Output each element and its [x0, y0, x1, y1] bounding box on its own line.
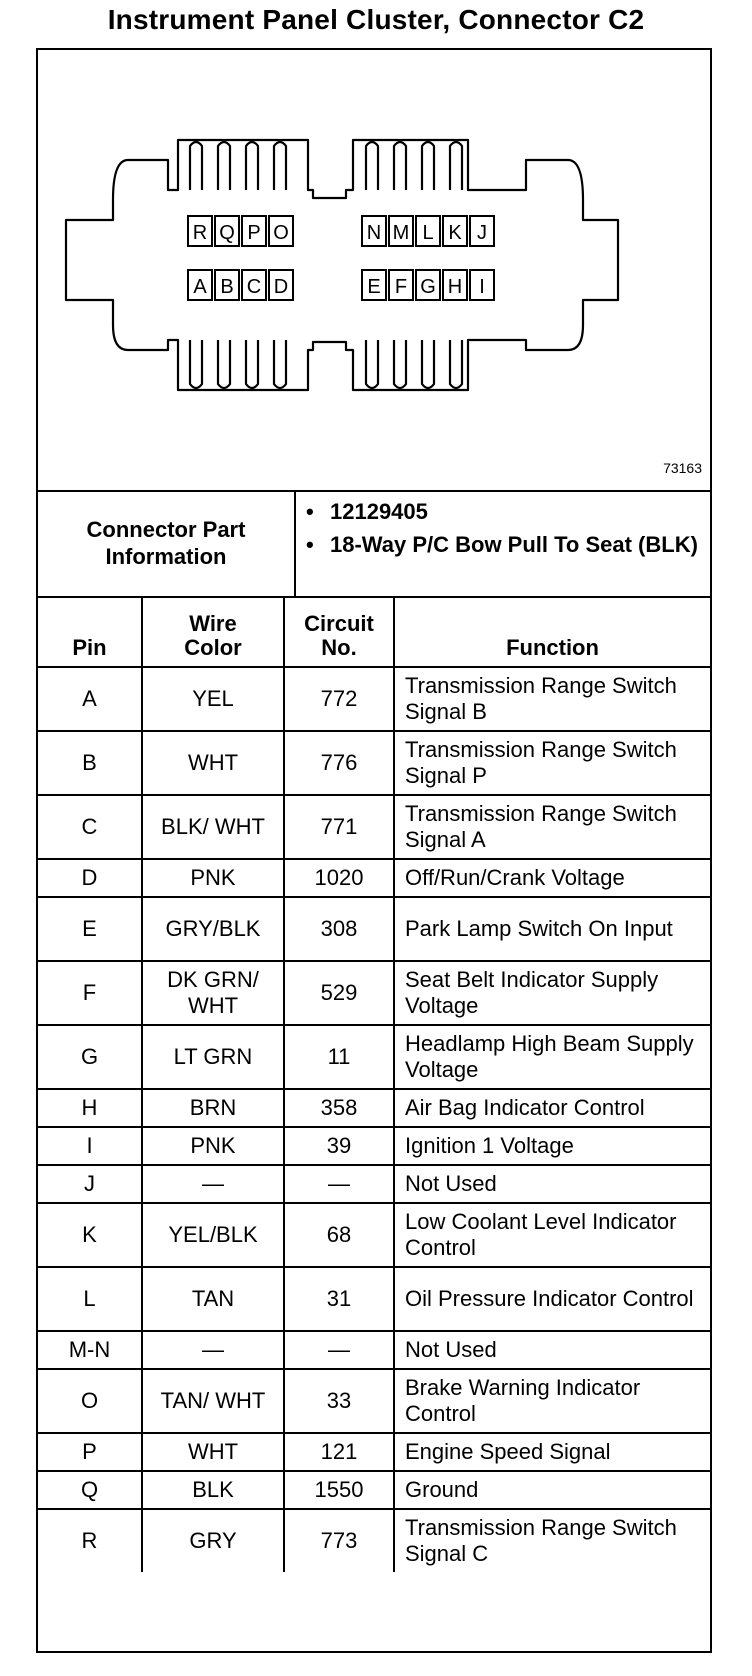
cell-circuit: 772	[284, 667, 394, 731]
cell-function: Transmission Range Switch Signal A	[394, 795, 710, 859]
cell-wire-color: TAN/ WHT	[142, 1369, 284, 1433]
table-row	[38, 1127, 710, 1165]
cell-wire-color: DK GRN/ WHT	[142, 961, 284, 1025]
cell-wire-color: PNK	[142, 859, 284, 897]
cell-pin: M-N	[38, 1331, 142, 1369]
contact-fin	[246, 340, 258, 388]
cell-pin: F	[38, 961, 142, 1025]
pin-label: I	[479, 276, 485, 298]
cell-function: Off/Run/Crank Voltage	[394, 859, 710, 897]
connector-info-item	[306, 498, 706, 525]
cell-wire-color: BLK	[142, 1471, 284, 1509]
contact-fin	[450, 340, 462, 388]
table-row	[38, 1471, 710, 1509]
pin-label: F	[394, 276, 408, 298]
cell-circuit: 68	[284, 1203, 394, 1267]
connector-info-label	[38, 490, 296, 596]
connector-info-list	[306, 498, 706, 564]
connector-diagram	[38, 50, 710, 492]
pin-label: A	[193, 276, 207, 298]
cell-pin: H	[38, 1089, 142, 1127]
pin-label: P	[247, 222, 261, 244]
pin-label: D	[273, 276, 289, 298]
cell-wire-color: GRY	[142, 1509, 284, 1572]
pin-label: B	[220, 276, 234, 298]
contact-fin	[190, 142, 202, 190]
contact-fin	[218, 142, 230, 190]
cell-wire-color: YEL	[142, 667, 284, 731]
table-row	[38, 1089, 710, 1127]
cell-circuit: 11	[284, 1025, 394, 1089]
cell-wire-color: WHT	[142, 731, 284, 795]
cell-function: Seat Belt Indicator Supply Voltage	[394, 961, 710, 1025]
cell-pin: C	[38, 795, 142, 859]
page-title: Instrument Panel Cluster, Connector C2	[107, 4, 645, 35]
cell-function: Transmission Range Switch Signal P	[394, 731, 710, 795]
table-row	[38, 1509, 710, 1572]
table-row	[38, 1025, 710, 1089]
contact-fin	[366, 142, 378, 190]
cell-function: Not Used	[394, 1165, 710, 1203]
cell-circuit: 308	[284, 897, 394, 961]
cell-function: Ignition 1 Voltage	[394, 1127, 710, 1165]
contact-fin	[394, 142, 406, 190]
pin-label: G	[420, 276, 436, 298]
table-row	[38, 859, 710, 897]
connector-description: 18-Way P/C Bow Pull To Seat (BLK)	[330, 532, 698, 557]
table-row	[38, 1203, 710, 1267]
pin-label: H	[447, 276, 463, 298]
cell-wire-color: —	[142, 1165, 284, 1203]
cell-circuit: 1550	[284, 1471, 394, 1509]
cell-pin: L	[38, 1267, 142, 1331]
pin-label: E	[367, 276, 381, 298]
cell-pin: K	[38, 1203, 142, 1267]
contact-fin	[246, 142, 258, 190]
pin-label: R	[192, 222, 208, 244]
cell-pin: P	[38, 1433, 142, 1471]
cell-pin: A	[38, 667, 142, 731]
cell-wire-color: YEL/BLK	[142, 1203, 284, 1267]
connector-info-label-line2: Information	[105, 544, 227, 569]
table-row	[38, 897, 710, 961]
contact-fin	[450, 142, 462, 190]
part-number: 12129405	[330, 499, 428, 524]
cell-pin: G	[38, 1025, 142, 1089]
cell-function: Ground	[394, 1471, 710, 1509]
cell-circuit: 773	[284, 1509, 394, 1572]
cell-function: Air Bag Indicator Control	[394, 1089, 710, 1127]
pin-label: K	[448, 222, 462, 244]
cell-pin: E	[38, 897, 142, 961]
table-row	[38, 731, 710, 795]
cell-circuit: 31	[284, 1267, 394, 1331]
pin-label: O	[273, 222, 289, 244]
cell-wire-color: PNK	[142, 1127, 284, 1165]
cell-pin: R	[38, 1509, 142, 1572]
pin-label: N	[366, 222, 382, 244]
connector-info-item	[306, 531, 706, 558]
table-row	[38, 667, 710, 731]
bullet-icon: •	[306, 532, 314, 557]
contact-fin	[422, 142, 434, 190]
pinout-table	[38, 596, 710, 1572]
cell-circuit: —	[284, 1165, 394, 1203]
cell-wire-color: —	[142, 1331, 284, 1369]
table-row	[38, 1165, 710, 1203]
cell-wire-color: BRN	[142, 1089, 284, 1127]
cell-pin: I	[38, 1127, 142, 1165]
cell-function: Engine Speed Signal	[394, 1433, 710, 1471]
contact-fin	[274, 340, 286, 388]
cell-pin: O	[38, 1369, 142, 1433]
cell-wire-color: BLK/ WHT	[142, 795, 284, 859]
cell-circuit: 771	[284, 795, 394, 859]
cell-function: Headlamp High Beam Supply Voltage	[394, 1025, 710, 1089]
cell-circuit: 776	[284, 731, 394, 795]
connector-info-label-line1: Connector Part	[86, 517, 246, 542]
cell-pin: J	[38, 1165, 142, 1203]
table-row	[38, 1433, 710, 1471]
cell-circuit: 1020	[284, 859, 394, 897]
pin-label: J	[477, 222, 487, 244]
cell-circuit: —	[284, 1331, 394, 1369]
pin-label: M	[392, 222, 410, 244]
contact-fin	[274, 142, 286, 190]
cell-function: Park Lamp Switch On Input	[394, 897, 710, 961]
cell-function: Brake Warning Indicator Control	[394, 1369, 710, 1433]
connector-sheet	[36, 48, 712, 1653]
header-function: Function	[394, 597, 710, 667]
cell-wire-color: WHT	[142, 1433, 284, 1471]
connector-face-drawing	[38, 50, 710, 490]
contact-fin	[190, 340, 202, 388]
cell-function: Not Used	[394, 1331, 710, 1369]
contact-fin	[218, 340, 230, 388]
cell-function: Oil Pressure Indicator Control	[394, 1267, 710, 1331]
cell-wire-color: TAN	[142, 1267, 284, 1331]
cell-function: Transmission Range Switch Signal B	[394, 667, 710, 731]
cell-pin: B	[38, 731, 142, 795]
table-row	[38, 1267, 710, 1331]
cell-function: Low Coolant Level Indicator Control	[394, 1203, 710, 1267]
cell-function: Transmission Range Switch Signal C	[394, 1509, 710, 1572]
header-pin: Pin	[38, 597, 142, 667]
header-circuit-no: Circuit No.	[284, 597, 394, 667]
table-header-row	[38, 597, 710, 667]
contact-fin	[422, 340, 434, 388]
cell-circuit: 33	[284, 1369, 394, 1433]
table-row	[38, 961, 710, 1025]
cell-wire-color: GRY/BLK	[142, 897, 284, 961]
cell-circuit: 39	[284, 1127, 394, 1165]
contact-fin	[366, 340, 378, 388]
cell-circuit: 121	[284, 1433, 394, 1471]
pin-label: L	[422, 222, 434, 244]
cell-circuit: 358	[284, 1089, 394, 1127]
header-wire-color: Wire Color	[142, 597, 284, 667]
cell-wire-color: LT GRN	[142, 1025, 284, 1089]
table-row	[38, 795, 710, 859]
cell-pin: D	[38, 859, 142, 897]
bullet-icon: •	[306, 499, 314, 524]
cell-circuit: 529	[284, 961, 394, 1025]
figure-code: 73163	[663, 460, 702, 476]
table-row	[38, 1331, 710, 1369]
contact-fin	[394, 340, 406, 388]
connector-part-information	[38, 490, 710, 598]
cell-pin: Q	[38, 1471, 142, 1509]
table-row	[38, 1369, 710, 1433]
pin-label: C	[246, 276, 262, 298]
pin-label: Q	[219, 222, 235, 244]
connector-outline	[66, 140, 618, 390]
